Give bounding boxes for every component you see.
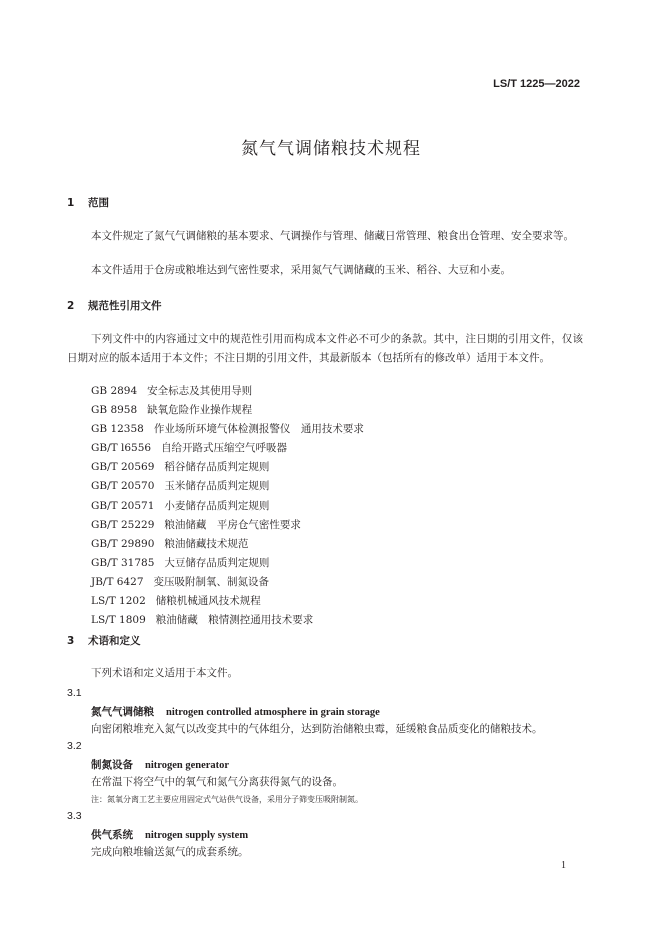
page-number: 1 [561,860,566,871]
term-english: nitrogen supply system [145,830,249,841]
reference-item [91,382,364,401]
reference-code: JB/T 6427 [91,575,144,588]
document-title: 氮气气调储粮技术规程 [241,139,421,159]
reference-item [91,439,364,458]
term-chinese: 氮气气调储粮 [91,706,154,718]
reference-code: GB 8958 [91,404,138,417]
section-title: 术语和定义 [88,635,141,647]
reference-item [91,497,364,516]
term-definition: 完成向粮堆输送氮气的成套系统。 [91,846,249,858]
normative-refs-intro: 下列文件中的内容通过文中的规范性引用而构成本文件必不可少的条款。其中，注日期的引用文件，仅该日期对应的版本适用于本文件；不注日期的引用文件，其最新版本（包括所有的修改单）适用于本文件。 [67,333,583,364]
reference-item [91,592,364,611]
reference-code: GB 2894 [91,385,138,397]
reference-item [91,401,364,420]
term-definition: 在常温下将空气中的氧气和氮气分离获得氮气的设备。 [91,776,343,788]
term-entry-title [91,827,248,842]
reference-title: 储粮机械通风技术规程 [155,595,261,608]
reference-code: GB/T 20569 [91,461,155,474]
term-note: 注：氮氧分离工艺主要应用固定式气站供气设备，采用分子筛变压吸附制氮。 [91,795,363,804]
section-title: 规范性引用文件 [88,300,162,312]
reference-title: 稻谷储存品质判定规则 [164,461,270,474]
reference-title: 安全标志及其使用导则 [147,385,253,397]
term-number: 3.2 [67,740,82,752]
term-english: nitrogen generator [145,760,230,771]
reference-title: 作业场所环境气体检测报警仪 通用技术要求 [153,423,364,436]
term-entry-title [91,757,229,772]
term-entry-title [91,704,380,719]
reference-code: LS/T 1809 [91,614,146,627]
reference-code: LS/T 1202 [91,595,146,608]
term-number: 3.3 [67,810,82,822]
reference-code: GB/T 25229 [91,518,155,531]
section-number: 2 [67,300,75,312]
term-definition: 向密闭粮堆充入氮气以改变其中的气体组分，达到防治储粮虫霉，延缓粮食品质变化的储粮技术。 [91,723,543,735]
section-2-heading [67,298,162,313]
term-english: nitrogen controlled atmosphere in grain storage [166,707,380,718]
reference-code: GB/T 29890 [91,537,155,550]
section-3-heading [67,633,141,648]
term-number: 3.1 [67,687,82,699]
section-number: 3 [67,635,75,647]
reference-item [91,477,364,496]
reference-item [91,516,364,535]
section-1-heading [67,195,109,210]
reference-title: 缺氧危险作业操作规程 [147,404,253,417]
terms-intro: 下列术语和定义适用于本文件。 [91,667,238,679]
reference-list [91,382,364,630]
reference-title: 变压吸附制氧、制氮设备 [153,575,270,588]
reference-item [91,535,364,554]
reference-item [91,573,364,592]
reference-title: 粮油储藏 平房仓气密性要求 [164,518,301,531]
reference-code: GB 12358 [91,423,144,436]
standard-number: LS/T 1225—2022 [493,78,580,90]
reference-code: GB/T 20570 [91,480,155,493]
term-chinese: 制氮设备 [91,759,133,771]
reference-item [91,420,364,439]
reference-item [91,611,364,630]
reference-title: 粮油储藏 粮情测控通用技术要求 [155,614,314,627]
reference-title: 粮油储藏技术规范 [164,537,249,550]
term-chinese: 供气系统 [91,829,133,841]
reference-code: GB/T l6556 [91,442,152,455]
reference-item [91,458,364,477]
section-number: 1 [67,197,75,209]
scope-paragraph-2: 本文件适用于仓房或粮堆达到气密性要求，采用氮气气调储藏的玉米、稻谷、大豆和小麦。 [91,264,511,276]
reference-item [91,554,364,573]
reference-code: GB/T 20571 [91,499,155,512]
reference-title: 玉米储存品质判定规则 [164,480,270,493]
reference-code: GB/T 31785 [91,556,155,569]
reference-title: 小麦储存品质判定规则 [164,499,270,512]
reference-title: 大豆储存品质判定规则 [164,556,270,569]
reference-title: 自给开路式压缩空气呼吸器 [161,442,288,455]
scope-paragraph-1: 本文件规定了氮气气调储粮的基本要求、气调操作与管理、储藏日常管理、粮食出仓管理、安全要求等。 [91,230,574,242]
section-title: 范围 [88,197,109,209]
